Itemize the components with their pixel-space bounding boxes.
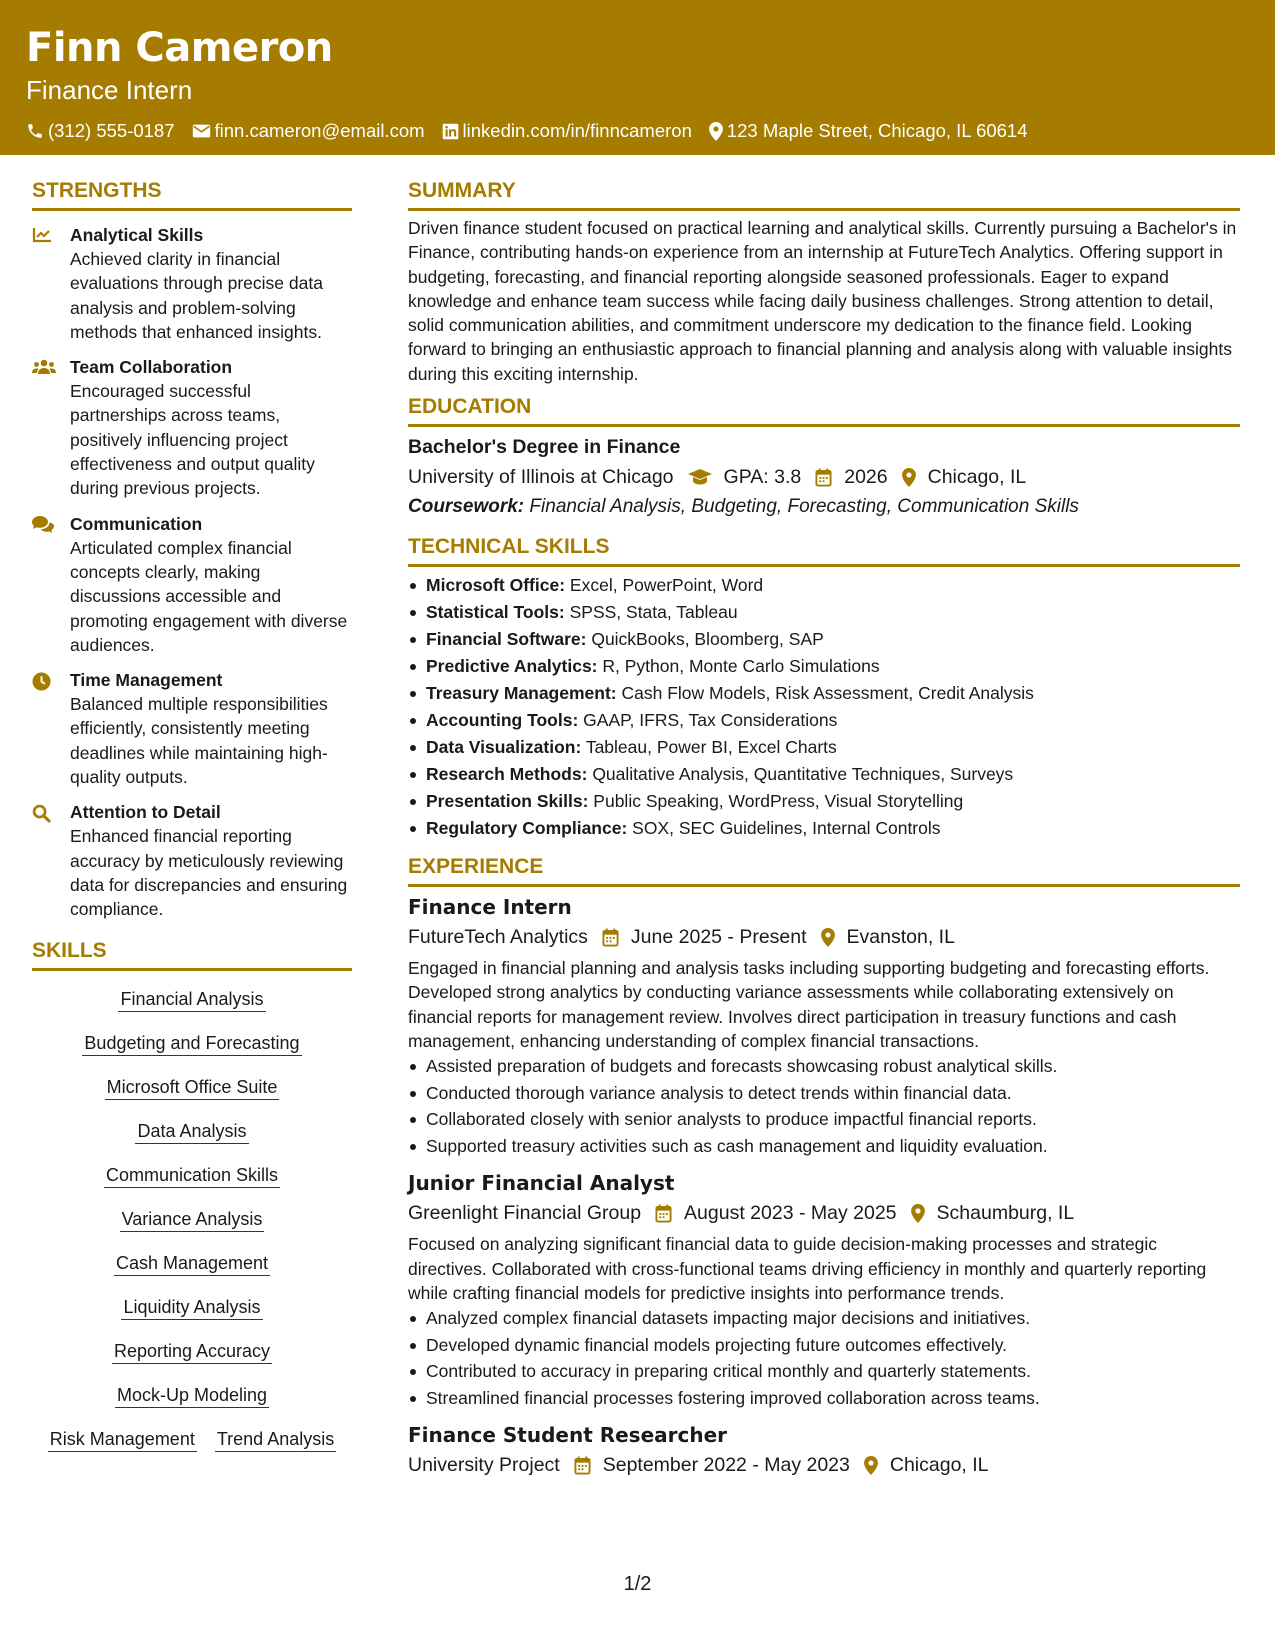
list-item: Data Visualization: Tableau, Power BI, Excel Charts (408, 734, 1240, 761)
skill-tag: Microsoft Office Suite (105, 1075, 280, 1100)
graduation-year: 2026 (844, 466, 888, 489)
experience-title: EXPERIENCE (408, 852, 1240, 887)
search-icon (32, 804, 51, 823)
school-location: Chicago, IL (927, 466, 1027, 489)
strength-title: Attention to Detail (70, 802, 221, 823)
company-name: FutureTech Analytics (408, 926, 588, 949)
skill-tag: Financial Analysis (118, 987, 265, 1012)
strength-desc: Achieved clarity in financial evaluations through precise data analysis and problem-solving methods that enhanced insights. (70, 249, 323, 342)
strength-item (32, 512, 352, 657)
summary-title: SUMMARY (408, 176, 1240, 211)
list-item: Statistical Tools: SPSS, Stata, Tableau (408, 599, 1240, 626)
calendar-icon (574, 1456, 591, 1475)
skill-tag: Liquidity Analysis (121, 1295, 262, 1320)
candidate-role: Finance Intern (26, 75, 193, 105)
resume-header (0, 0, 1275, 155)
envelope-icon (192, 123, 211, 139)
skill-tag: Trend Analysis (215, 1427, 336, 1452)
job-description: Engaged in financial planning and analysis tasks including supporting budgeting and forecasting efforts. Developed strong analytics by conducting variance assessments while collaborating extensively on financial reports for management review. Involves direct participation in treasury functions and cash management, enhancing understanding of complex financial transactions. (408, 958, 1210, 1051)
strength-item (32, 668, 352, 789)
job-meta (408, 922, 1240, 952)
skill-tag: Cash Management (114, 1251, 270, 1276)
strength-item (32, 355, 352, 500)
job-bullets (408, 1053, 1240, 1159)
skill-tag: Communication Skills (104, 1163, 280, 1188)
map-marker-icon (709, 122, 723, 141)
users-icon (32, 359, 56, 375)
skill-tag: Risk Management (48, 1427, 197, 1452)
list-item: Predictive Analytics: R, Python, Monte Carlo Simulations (408, 653, 1240, 680)
calendar-icon (602, 928, 619, 947)
strength-desc: Articulated complex financial concepts clearly, making discussions accessible and promoting engagement with diverse audiences. (70, 537, 348, 655)
list-item: Accounting Tools: GAAP, IFRS, Tax Considerations (408, 707, 1240, 734)
coursework-list: Financial Analysis, Budgeting, Forecasting, Communication Skills (529, 496, 1079, 518)
skills-list (32, 985, 352, 1471)
list-item: Research Methods: Qualitative Analysis, Quantitative Techniques, Surveys (408, 761, 1240, 788)
map-marker-icon (821, 928, 835, 947)
summary-text: Driven finance student focused on practical learning and analytical skills. Currently pursuing a Bachelor's in Finance, contributing hands-on experience from an internship at FutureTech Analytics. Offering support in budgeting, forecasting, and financial reporting alongside seasoned professionals. Eager to expand knowledge and enhance team success while facing daily business challenges. Strong attention to detail, solid communication abilities, and commitment underscore my dedication to the finance field. Looking forward to bringing an enthusiastic approach to financial planning and analysis along with valuable insights during this exciting internship. (408, 218, 1237, 384)
job-description: Focused on analyzing significant financial data to guide decision-making processes and strategic directives. Collaborated with cross-functional teams driving efficiency in monthly and quarterly reporting while crafting financial models for predictive insights into performance trends. (408, 1234, 1207, 1303)
job-location: Schaumburg, IL (936, 1202, 1075, 1225)
skill-tag: Mock-Up Modeling (115, 1383, 269, 1408)
map-marker-icon (902, 468, 916, 487)
page-indicator: 1/2 (623, 1573, 652, 1595)
job-meta (408, 1450, 1240, 1480)
job-dates: August 2023 - May 2025 (684, 1202, 897, 1225)
list-item: Microsoft Office: Excel, PowerPoint, Word (408, 572, 1240, 599)
chart-line-icon (32, 227, 52, 243)
strength-title: Team Collaboration (70, 357, 233, 378)
contact-email[interactable] (192, 120, 425, 142)
coursework (408, 492, 1240, 522)
job-location: Chicago, IL (889, 1454, 989, 1477)
candidate-name: Finn Cameron (26, 25, 333, 71)
strengths-title: STRENGTHS (32, 176, 352, 211)
skills-title: SKILLS (32, 936, 352, 971)
clock-icon (32, 672, 51, 691)
list-item: Conducted thorough variance analysis to detect trends within financial data. (408, 1080, 1240, 1107)
list-item: Financial Software: QuickBooks, Bloomberg, SAP (408, 626, 1240, 653)
skill-tag: Variance Analysis (120, 1207, 265, 1232)
comments-icon (32, 516, 54, 533)
contact-address (709, 120, 1028, 142)
calendar-icon (655, 1204, 672, 1223)
job-title: Junior Financial Analyst (408, 1171, 675, 1196)
strength-title: Analytical Skills (70, 225, 204, 245)
graduation-cap-icon (688, 469, 712, 486)
technical-skills-title: TECHNICAL SKILLS (408, 532, 1240, 567)
job-meta (408, 1198, 1240, 1228)
right-column (408, 176, 1240, 1489)
left-column (32, 176, 352, 1471)
list-item: Presentation Skills: Public Speaking, WordPress, Visual Storytelling (408, 788, 1240, 815)
strength-desc: Encouraged successful partnerships across teams, positively influencing project effectiveness and output quality during previous projects. (70, 381, 315, 499)
list-item: Streamlined financial processes fostering improved collaboration across teams. (408, 1385, 1240, 1412)
list-item: Assisted preparation of budgets and forecasts showcasing robust analytical skills. (408, 1053, 1240, 1080)
gpa-text: GPA: 3.8 (723, 466, 802, 489)
job-location: Evanston, IL (846, 926, 955, 949)
phone-text: (312) 555-0187 (48, 120, 175, 141)
job-entry (408, 892, 1240, 1159)
education-meta (408, 462, 1240, 492)
company-name: Greenlight Financial Group (408, 1202, 642, 1225)
degree-title: Bachelor's Degree in Finance (408, 436, 681, 459)
list-item: Treasury Management: Cash Flow Models, Risk Assessment, Credit Analysis (408, 680, 1240, 707)
list-item: Supported treasury activities such as cash management and liquidity evaluation. (408, 1133, 1240, 1160)
map-marker-icon (911, 1204, 925, 1223)
list-item: Regulatory Compliance: SOX, SEC Guidelines, Internal Controls (408, 815, 1240, 842)
list-item: Analyzed complex financial datasets impacting major decisions and initiatives. (408, 1305, 1240, 1332)
job-entry (408, 1420, 1240, 1480)
coursework-label: Coursework: (408, 496, 525, 518)
contact-linkedin[interactable] (442, 120, 692, 142)
job-title: Finance Intern (408, 895, 572, 920)
skill-tag: Data Analysis (135, 1119, 248, 1144)
phone-icon (26, 122, 44, 140)
linkedin-text[interactable]: linkedin.com/in/finncameron (462, 120, 692, 141)
strength-desc: Enhanced financial reporting accuracy by meticulously reviewing data for discrepancies and ensuring compliance. (70, 826, 348, 920)
company-name: University Project (408, 1454, 560, 1477)
strength-item (32, 800, 352, 921)
job-entry (408, 1168, 1240, 1411)
address-text: 123 Maple Street, Chicago, IL 60614 (726, 120, 1028, 141)
contact-phone (26, 120, 175, 142)
job-dates: June 2025 - Present (630, 926, 807, 949)
email-text[interactable]: finn.cameron@email.com (214, 120, 425, 141)
list-item: Collaborated closely with senior analysts to produce impactful financial reports. (408, 1106, 1240, 1133)
job-title: Finance Student Researcher (408, 1423, 728, 1448)
calendar-icon (815, 468, 832, 487)
technical-skills-list (408, 572, 1240, 842)
school-name: University of Illinois at Chicago (408, 466, 674, 489)
strength-item (32, 223, 352, 344)
strength-title: Time Management (70, 670, 223, 691)
job-dates: September 2022 - May 2023 (602, 1454, 850, 1477)
list-item: Contributed to accuracy in preparing critical monthly and quarterly statements. (408, 1358, 1240, 1385)
list-item: Developed dynamic financial models projecting future outcomes effectively. (408, 1332, 1240, 1359)
skill-tag: Reporting Accuracy (112, 1339, 272, 1364)
strength-title: Communication (70, 513, 203, 534)
education-title: EDUCATION (408, 392, 1240, 427)
contact-row (26, 120, 1249, 142)
map-marker-icon (864, 1456, 878, 1475)
job-bullets (408, 1305, 1240, 1411)
skill-tag: Budgeting and Forecasting (82, 1031, 301, 1056)
linkedin-icon (442, 123, 459, 140)
strength-desc: Balanced multiple responsibilities efficiently, consistently meeting deadlines while maintaining high-quality outputs. (70, 694, 328, 788)
